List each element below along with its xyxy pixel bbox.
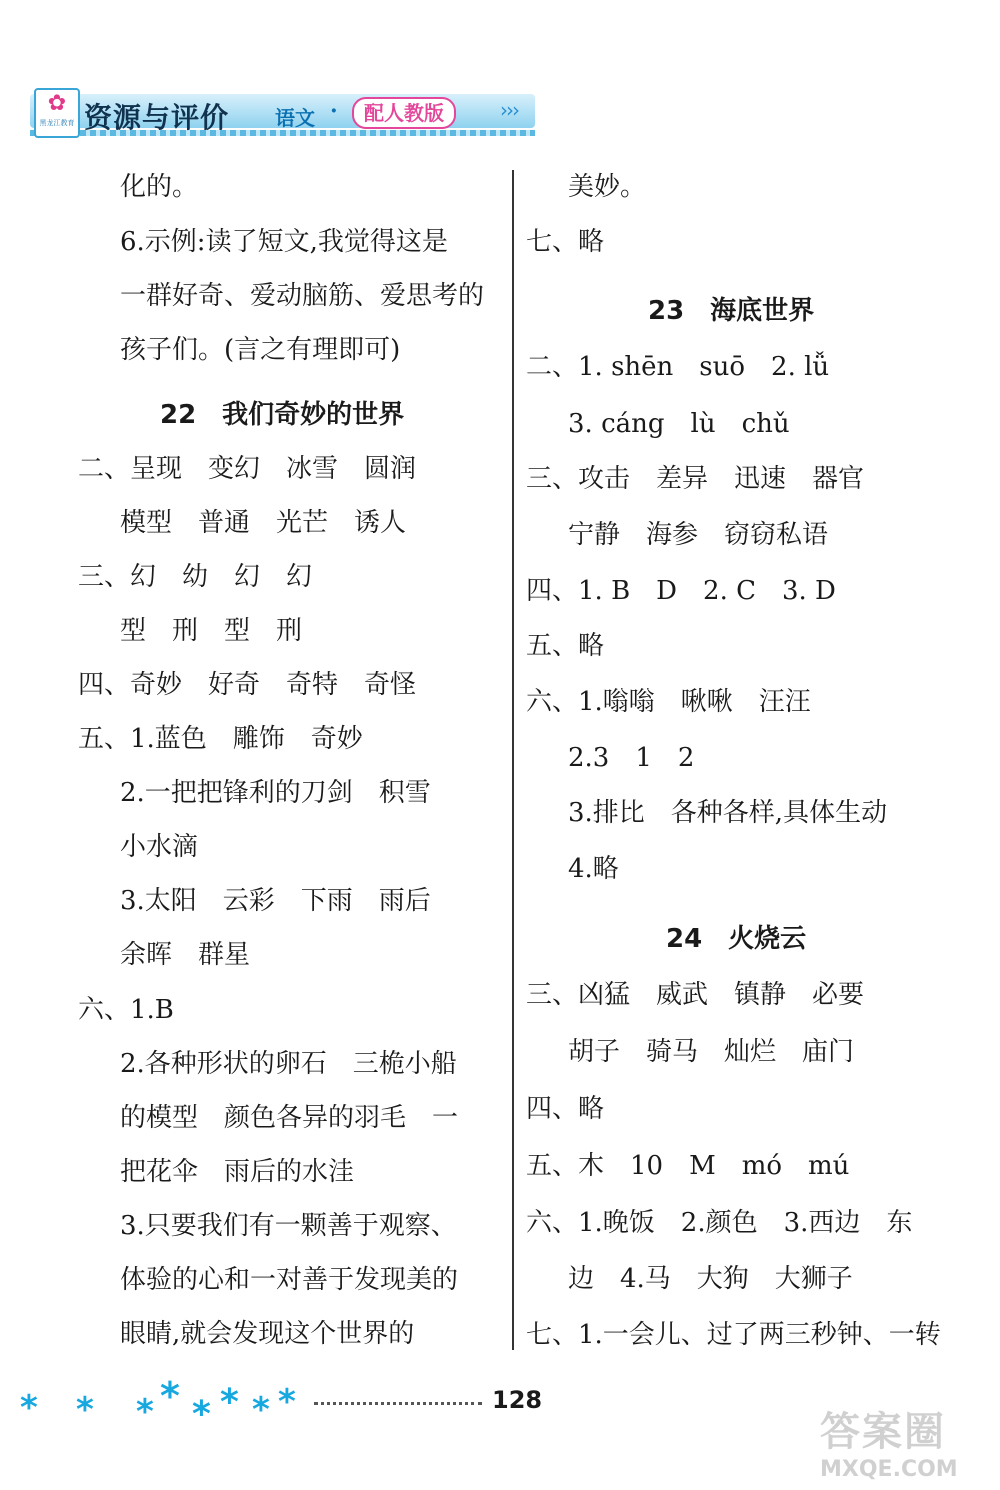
answer-line: 3. cáng lù chǔ [568, 409, 790, 439]
answer-line: 美妙。 [568, 172, 647, 202]
answer-line: 六、1.晚饭 2.颜色 3.西边 东 [526, 1208, 913, 1238]
answer-line: 六、1.嗡嗡 啾啾 汪汪 [526, 687, 811, 717]
watermark-text: 答案圈 [820, 1409, 946, 1455]
chevron-right-icon: ››› [500, 98, 518, 122]
page-number: 128 [492, 1386, 543, 1414]
answer-line: 3.只要我们有一颗善于观察、 [120, 1211, 457, 1241]
answer-line: 五、木 10 M mó mú [526, 1151, 850, 1181]
asterisk-star-icon: * [192, 1394, 211, 1435]
asterisk-star-icon: * [252, 1390, 270, 1430]
answer-line: 的模型 颜色各异的羽毛 一 [120, 1103, 459, 1133]
column-divider [512, 170, 514, 1350]
book-title: 资源与评价 [84, 101, 230, 134]
answer-line: 四、1. B D 2. C 3. D [526, 576, 836, 606]
answer-line: 五、1.蓝色 雕饰 奇妙 [78, 724, 363, 754]
subject-label: 语文 [275, 106, 315, 130]
page-header [30, 84, 550, 150]
dotted-leader [314, 1402, 482, 1405]
answer-line: 三、凶猛 威武 镇静 必要 [526, 980, 865, 1010]
asterisk-star-icon: * [278, 1382, 296, 1422]
asterisk-star-icon: * [220, 1382, 239, 1423]
answer-line: 6.示例:读了短文,我觉得这是 [120, 227, 448, 257]
publisher-logo [34, 88, 80, 138]
site-watermark [820, 1400, 990, 1484]
answer-line: 化的。 [120, 172, 199, 202]
answer-line: 五、略 [526, 631, 605, 661]
answer-line: 一群好奇、爱动脑筋、爱思考的 [120, 281, 485, 311]
answer-line: 模型 普通 光芒 诱人 [120, 508, 407, 538]
answer-line: 3.太阳 云彩 下雨 雨后 [120, 886, 431, 916]
answer-line: 六、1.B [78, 995, 174, 1025]
lesson-heading-22: 22 我们奇妙的世界 [160, 400, 405, 430]
answer-line: 三、攻击 差异 迅速 器官 [526, 464, 865, 494]
asterisk-star-icon: * [136, 1392, 154, 1432]
answer-line: 四、略 [526, 1094, 605, 1124]
answer-line: 七、略 [526, 227, 605, 257]
asterisk-star-icon: * [160, 1374, 180, 1418]
answer-line: 四、奇妙 好奇 奇特 奇怪 [78, 670, 417, 700]
answer-line: 小水滴 [120, 832, 199, 862]
answer-line: 4.略 [568, 854, 619, 884]
title-separator: · [330, 98, 338, 124]
lesson-heading-23: 23 海底世界 [648, 296, 815, 326]
answer-line: 2.各种形状的卵石 三桅小船 [120, 1049, 457, 1079]
answer-line: 2.一把把锋利的刀剑 积雪 [120, 778, 431, 808]
answer-line: 三、幻 幼 幻 幻 [78, 562, 313, 592]
answer-line: 型 刑 型 刑 [120, 616, 303, 646]
answer-line: 3.排比 各种各样,具体生动 [568, 798, 888, 828]
answer-line: 体验的心和一对善于发现美的 [120, 1265, 459, 1295]
asterisk-star-icon: * [76, 1390, 94, 1430]
flower-star-icon: ✿ [47, 91, 67, 116]
answer-line: 余晖 群星 [120, 940, 251, 970]
answer-line: 2.3 1 2 [568, 743, 695, 773]
answer-line: 宁静 海参 窃窃私语 [568, 520, 829, 550]
asterisk-star-icon: * [20, 1388, 38, 1428]
watermark-url: MXQE.COM [820, 1457, 958, 1482]
logo-caption: 黑龙江教育 [39, 119, 75, 127]
edition-badge: 配人教版 [352, 97, 456, 129]
answer-line: 孩子们。(言之有理即可) [120, 335, 401, 365]
answer-line: 眼睛,就会发现这个世界的 [120, 1319, 415, 1349]
answer-line: 二、1. shēn suō 2. lǚ [526, 352, 830, 382]
answer-line: 胡子 骑马 灿烂 庙门 [568, 1037, 855, 1067]
answer-line: 边 4.马 大狗 大狮子 [568, 1264, 853, 1294]
answer-line: 七、1.一会儿、过了两三秒钟、一转 [526, 1320, 941, 1350]
answer-line: 把花伞 雨后的水洼 [120, 1157, 355, 1187]
lesson-heading-24: 24 火烧云 [666, 924, 807, 954]
footer-decoration [20, 1374, 310, 1435]
answer-line: 二、呈现 变幻 冰雪 圆润 [78, 454, 417, 484]
